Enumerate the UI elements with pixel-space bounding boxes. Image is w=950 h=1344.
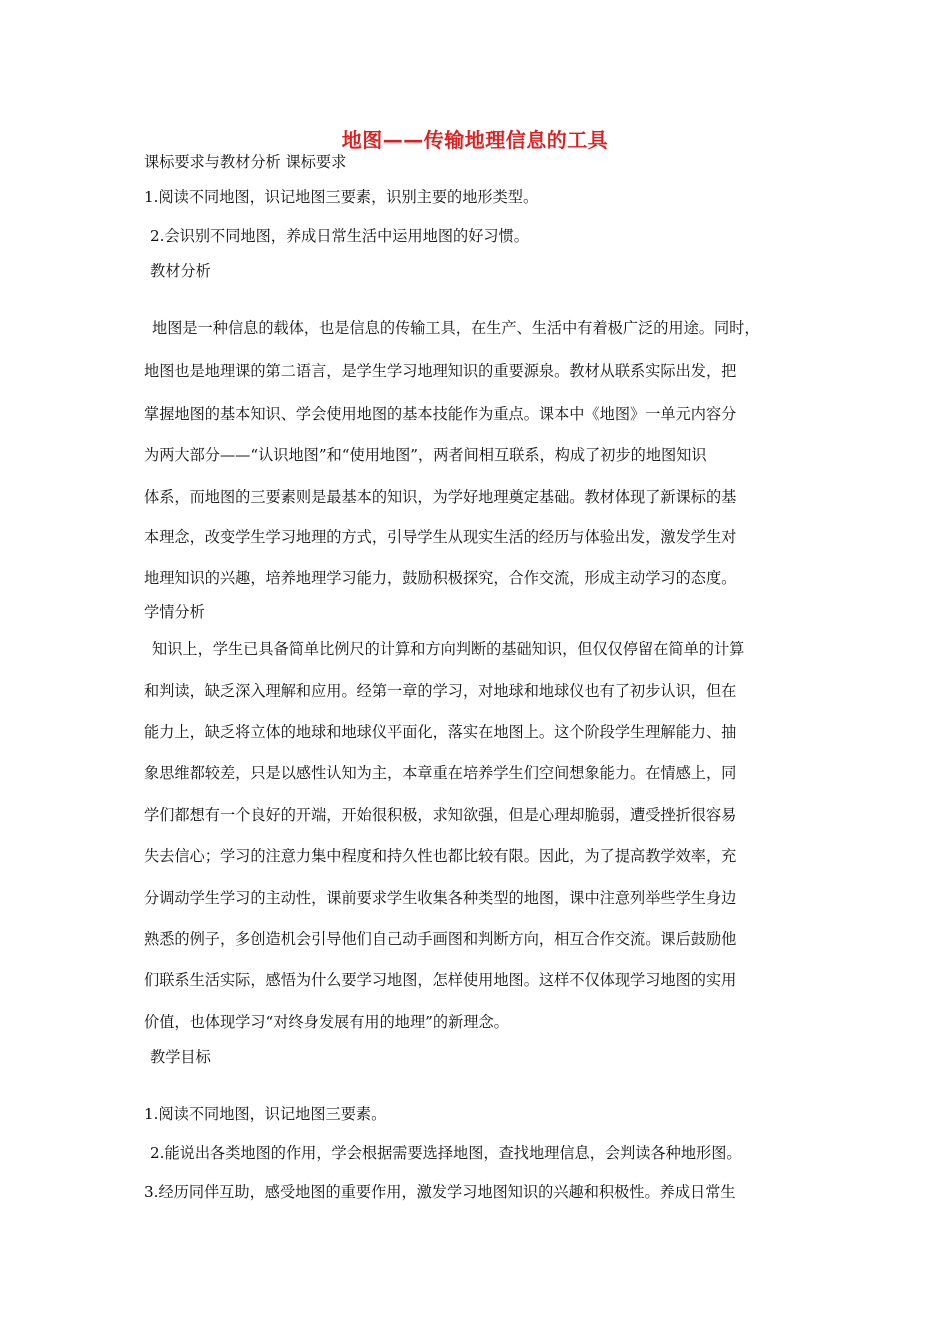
paragraph-line: 为两大部分——“认识地图”和“使用地图”，两者间相互联系，构成了初步的地图知识 <box>144 446 707 464</box>
paragraph-line: 掌握地图的基本知识、学会使用地图的基本技能作为重点。课本中《地图》一单元内容分 <box>144 405 737 423</box>
paragraph-line: 地理知识的兴趣，培养地理学习能力，鼓励积极探究，合作交流，形成主动学习的态度。 <box>144 569 737 587</box>
section-header-line: 课标要求与教材分析 课标要求 <box>144 153 347 171</box>
goal-item: 3.经历同伴互助，感受地图的重要作用，激发学习地图知识的兴趣和积极性。养成日常生 <box>144 1183 736 1201</box>
paragraph-line: 熟悉的例子，多创造机会引导他们自己动手画图和判断方向，相互合作交流。课后鼓励他 <box>144 930 737 948</box>
paragraph-line: 价值，也体现学习“对终身发展有用的地理”的新理念。 <box>144 1013 509 1031</box>
requirement-item: 2.会识别不同地图，养成日常生活中运用地图的好习惯。 <box>150 227 529 245</box>
goal-item: 2.能说出各类地图的作用，学会根据需要选择地图，查找地理信息，会判读各种地形图。 <box>150 1144 742 1162</box>
paragraph-line: 体系，而地图的三要素则是最基本的知识，为学好地理奠定基础。教材体现了新课标的基 <box>144 488 737 506</box>
paragraph-line: 们联系生活实际，感悟为什么要学习地图，怎样使用地图。这样不仅体现学习地图的实用 <box>144 971 737 989</box>
section-heading-textbook: 教材分析 <box>150 262 211 280</box>
paragraph-line: 和判读，缺乏深入理解和应用。经第一章的学习，对地球和地球仪也有了初步认识，但在 <box>144 682 737 700</box>
section-heading-goals: 教学目标 <box>150 1048 211 1066</box>
requirement-item: 1.阅读不同地图，识记地图三要素，识别主要的地形类型。 <box>144 188 539 206</box>
paragraph-line: 地图也是地理课的第二语言，是学生学习地理知识的重要源泉。教材从联系实际出发，把 <box>144 362 737 380</box>
goal-item: 1.阅读不同地图，识记地图三要素。 <box>144 1105 387 1123</box>
paragraph-line: 象思维都较差，只是以感性认知为主，本章重在培养学生们空间想象能力。在情感上，同 <box>144 764 737 782</box>
paragraph-line: 能力上，缺乏将立体的地球和地球仪平面化，落实在地图上。这个阶段学生理解能力、抽 <box>144 723 737 741</box>
document-title: 地图——传输地理信息的工具 <box>341 128 609 152</box>
paragraph-line: 本理念，改变学生学习地理的方式，引导学生从现实生活的经历与体验出发，激发学生对 <box>144 528 737 546</box>
paragraph-line: 失去信心；学习的注意力集中程度和持久性也都比较有限。因此，为了提高教学效率，充 <box>144 847 737 865</box>
paragraph-line: 地图是一种信息的载体，也是信息的传输工具，在生产、生活中有着极广泛的用途。同时， <box>152 319 760 337</box>
section-heading-student: 学情分析 <box>144 603 205 621</box>
paragraph-line: 分调动学生学习的主动性，课前要求学生收集各种类型的地图，课中注意列举些学生身边 <box>144 889 737 907</box>
paragraph-line: 学们都想有一个良好的开端，开始很积极，求知欲强，但是心理却脆弱，遭受挫折很容易 <box>144 806 737 824</box>
paragraph-line: 知识上，学生已具备简单比例尺的计算和方向判断的基础知识，但仅仅停留在简单的计算 <box>152 640 745 658</box>
